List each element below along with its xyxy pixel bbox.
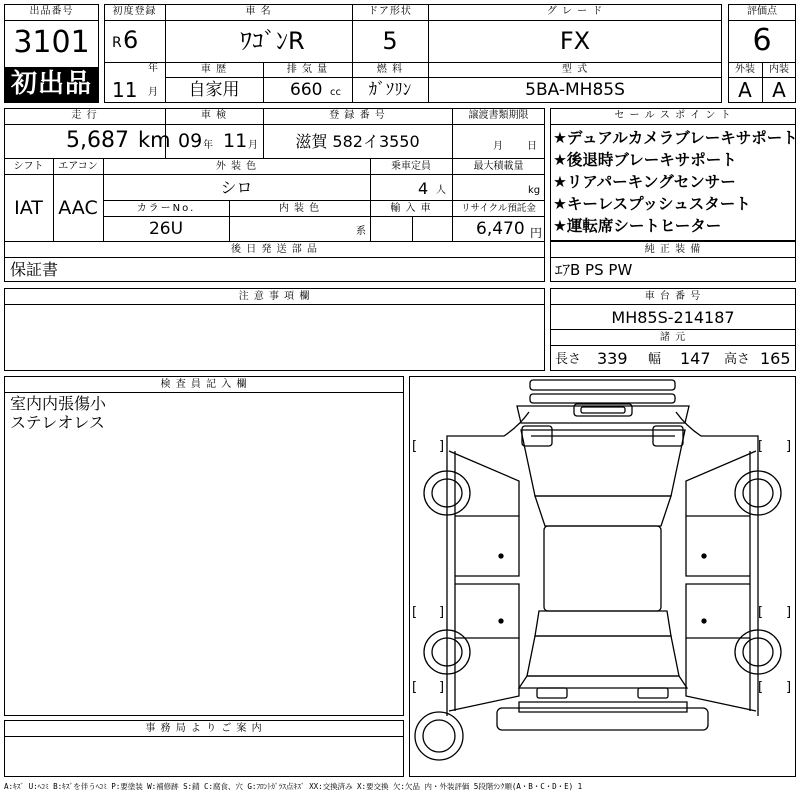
doors-value: 5 [382, 27, 398, 55]
lot-number: 3101 [13, 25, 90, 60]
inspector-note: 室内内張傷小 [10, 394, 107, 413]
mileage-unit: km [138, 128, 171, 152]
inspection-month: 11 [223, 130, 248, 152]
exterior-color-value: シロ [220, 178, 253, 197]
height-value: 165 [760, 349, 791, 368]
first-reg-label: 初度登録 [112, 6, 157, 17]
later-parts-label: 後 日 発 送 部 品 [231, 244, 318, 255]
capacity-unit: 人 [436, 185, 446, 196]
inspection-year-unit: 年 [203, 140, 213, 151]
max-load-label: 最大積載量 [473, 161, 524, 172]
svg-text:[: [ [412, 680, 418, 695]
car-name: ﾜｺﾞﾝR [240, 27, 305, 55]
exterior-grade-value: A [738, 78, 752, 102]
history-value: 自家用 [188, 80, 240, 100]
car-diagram [409, 376, 796, 777]
later-parts-value: 保証書 [10, 260, 59, 279]
svg-text:[: [ [412, 605, 418, 620]
displacement-value: 660 [290, 80, 323, 100]
dimensions-label: 諸 元 [659, 332, 687, 343]
fuel-value: ｶﾞｿﾘﾝ [368, 80, 412, 100]
inspector-label: 検 査 員 記 入 欄 [160, 379, 248, 390]
standard-equipment-value: ｴｱB PS PW [555, 261, 633, 279]
first-listing-badge: 初出品 [5, 67, 98, 102]
model-code-value: 5BA-MH85S [525, 80, 625, 100]
shift-label: シフト [13, 161, 44, 172]
recycle-value: 6,470 [476, 219, 525, 239]
aircon-label: エアコン [58, 161, 98, 172]
sales-point-item: ★後退時ブレーキサポート [553, 151, 737, 169]
color-no-value: 26U [148, 219, 184, 239]
first-reg-month: 11 [112, 78, 138, 102]
inspection-month-unit: 月 [248, 140, 258, 151]
registration-value: 滋賀 582イ3550 [295, 132, 420, 151]
recycle-label: リサイクル預託金 [461, 203, 536, 214]
history-label: 車 歴 [200, 64, 228, 75]
doors-label: ドア形状 [368, 6, 412, 17]
displacement-unit: cc [330, 87, 341, 98]
first-reg-era: R [112, 35, 122, 51]
import-label: 輸 入 車 [390, 203, 432, 214]
grade-label: グ レ ー ド [546, 6, 604, 17]
score-value: 6 [752, 23, 772, 58]
sales-point-item: ★運転席シートヒーター [553, 217, 722, 235]
grade-value: FX [559, 27, 591, 55]
inspection-year: 09 [178, 130, 203, 152]
shift-value: IAT [14, 197, 43, 219]
lot-label: 出品番号 [29, 6, 74, 17]
svg-text:[: [ [758, 605, 764, 620]
sales-points-label: セ ー ル ス ポ イ ン ト [614, 110, 732, 121]
width-label: 幅 [648, 352, 662, 367]
displacement-label: 排 気 量 [286, 64, 329, 75]
svg-text:[: [ [412, 439, 418, 454]
registration-label: 登 録 番 号 [329, 110, 386, 121]
svg-text:[: [ [758, 439, 764, 454]
svg-text:]: ] [439, 439, 445, 454]
transfer-day-unit: 日 [527, 141, 537, 152]
chassis-value: MH85S-214187 [611, 308, 735, 327]
car-name-label: 車 名 [245, 6, 272, 17]
transfer-month-unit: 月 [493, 141, 503, 152]
standard-equipment-label: 純 正 装 備 [644, 244, 702, 255]
legend-text: A:ｷｽﾞ U:ﾍｺﾐ B:ｷｽﾞを伴うﾍｺﾐ P:要塗装 W:補修跡 S:錆 C:腐食、穴 G:ﾌﾛﾝﾄｶﾞﾗｽ点ｷｽﾞ XX:交換済み X:要交換 欠:欠品 内・外装評価 5段階ﾗﾝｸ順(A・B・C・D・E) 1 [4, 782, 583, 791]
sales-point-item: ★デュアルカメラブレーキサポート [553, 129, 798, 147]
recycle-unit: 円 [530, 226, 543, 240]
exterior-color-label: 外 装 色 [215, 161, 258, 172]
interior-grade-label: 内装 [769, 64, 789, 75]
svg-text:]: ] [786, 680, 792, 695]
length-label: 長さ [555, 352, 582, 367]
inspector-note: ステレオレス [10, 413, 105, 432]
width-value: 147 [680, 349, 711, 368]
sales-point-item: ★キーレスプッシュスタート [553, 195, 751, 213]
interior-color-unit: 系 [356, 226, 366, 237]
transfer-deadline-label: 譲渡書類期限 [468, 110, 529, 121]
svg-text:]: ] [439, 605, 445, 620]
length-value: 339 [597, 349, 628, 368]
first-reg-year: 6 [123, 26, 139, 54]
notes-label: 注 意 事 項 欄 [238, 291, 311, 302]
svg-text:]: ] [786, 605, 792, 620]
svg-text:]: ] [439, 680, 445, 695]
exterior-grade-label: 外装 [735, 64, 755, 75]
mileage-value: 5,687 [66, 128, 129, 153]
svg-text:]: ] [786, 439, 792, 454]
aircon-value: AAC [58, 197, 98, 219]
model-code-label: 型 式 [561, 64, 589, 75]
score-label: 評価点 [747, 6, 777, 17]
max-load-unit: kg [528, 185, 541, 196]
sales-point-item: ★リアパーキングセンサー [553, 173, 736, 191]
height-label: 高さ [724, 352, 751, 367]
office-label: 事 務 局 よ り ご 案 内 [145, 723, 263, 734]
color-no-label: カラーNo. [136, 203, 196, 214]
mileage-label: 走 行 [71, 110, 98, 121]
interior-color-label: 内 装 色 [278, 203, 321, 214]
interior-grade-value: A [772, 78, 786, 102]
fuel-label: 燃 料 [376, 64, 404, 75]
inspection-label: 車 検 [200, 110, 228, 121]
chassis-label: 車 台 番 号 [644, 291, 702, 302]
first-reg-month-unit: 月 [148, 87, 158, 98]
svg-text:[: [ [758, 680, 764, 695]
capacity-value: 4 [418, 179, 429, 198]
capacity-label: 乗車定員 [391, 161, 431, 172]
first-reg-year-unit: 年 [148, 63, 158, 74]
